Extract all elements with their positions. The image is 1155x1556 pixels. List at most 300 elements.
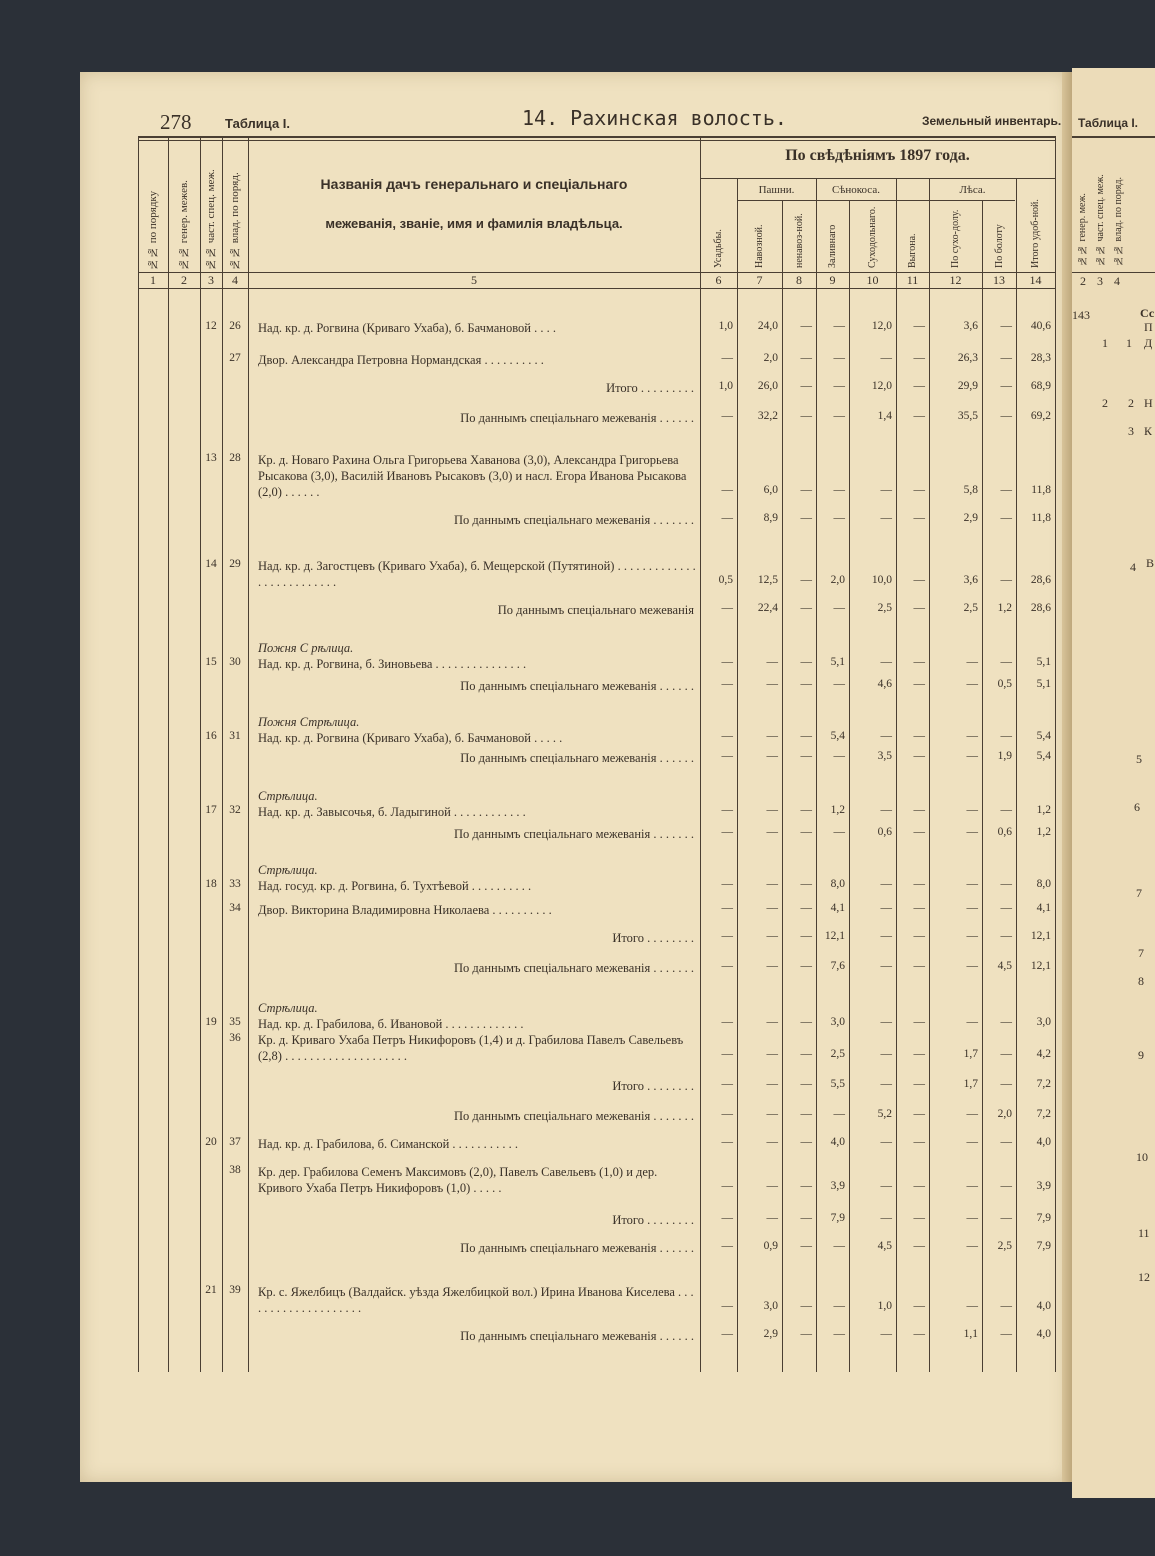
row-value-col-6: — xyxy=(721,750,733,762)
row-value-col-10: — xyxy=(880,1048,892,1060)
next-page-entry: 6 xyxy=(1134,800,1140,814)
row-value-col-9: — xyxy=(833,320,845,332)
row-value-col-9: 12,1 xyxy=(824,930,845,942)
row-value-col-11: — xyxy=(913,930,925,942)
row-spec-number: 17 xyxy=(205,804,217,816)
next-page-entry: 9 xyxy=(1138,1048,1144,1062)
row-value-col-14: 12,1 xyxy=(1030,960,1051,972)
row-value-col-12: 2,5 xyxy=(963,602,978,614)
row-value-col-11: — xyxy=(913,826,925,838)
row-value-col-8: — xyxy=(800,484,812,496)
row-value-col-9: — xyxy=(833,484,845,496)
row-value-col-9: — xyxy=(833,1328,845,1340)
row-value-col-10: — xyxy=(880,730,892,742)
row-description: Над. кр. д. Рогвина, б. Зиновьева . . . . . . . . . . . . . . . xyxy=(258,657,527,671)
row-value-col-9: — xyxy=(833,678,845,690)
row-value-col-12: — xyxy=(966,804,978,816)
row-value-col-9: 3,0 xyxy=(830,1016,845,1028)
row-value-col-8: — xyxy=(800,1048,812,1060)
row-value-col-11: — xyxy=(913,960,925,972)
row-value-col-14: 8,0 xyxy=(1036,878,1051,890)
table-top-rule xyxy=(138,136,1055,138)
next-page-header-col-2: №№ генер. меж. xyxy=(1077,193,1088,266)
row-value-col-9: 7,9 xyxy=(830,1212,845,1224)
row-note: Стрѣлица. xyxy=(258,789,318,803)
row-value-col-10: — xyxy=(880,352,892,364)
row-value-col-12: — xyxy=(966,826,978,838)
row-value-col-11: — xyxy=(913,1078,925,1090)
column-number-5: 5 xyxy=(471,273,477,287)
row-value-col-11: — xyxy=(913,320,925,332)
header-col-7: Навозной. xyxy=(754,224,765,268)
table-top-rule-2 xyxy=(138,140,1055,141)
row-value-col-6: — xyxy=(721,512,733,524)
total-row-label: По даннымъ спеціальнаго межеванія . . . . . . xyxy=(460,1241,694,1255)
row-value-col-7: — xyxy=(766,678,778,690)
row-value-col-10: 1,4 xyxy=(877,410,892,422)
row-description: Двор. Викторина Владимировна Николаева . . . . . . . . . . xyxy=(258,903,552,917)
row-value-col-12: — xyxy=(966,1300,978,1312)
row-value-col-14: 5,1 xyxy=(1036,656,1051,668)
row-value-col-9: 1,2 xyxy=(830,804,845,816)
row-value-col-9: — xyxy=(833,1300,845,1312)
row-value-col-14: 7,9 xyxy=(1036,1240,1051,1252)
row-owner-number: 39 xyxy=(229,1284,241,1296)
row-spec-number: 15 xyxy=(205,656,217,668)
row-value-col-11: — xyxy=(913,656,925,668)
row-value-col-8: — xyxy=(800,750,812,762)
next-page-entry: 8 xyxy=(1138,974,1144,988)
row-value-col-10: 2,5 xyxy=(877,602,892,614)
row-value-col-6: — xyxy=(721,804,733,816)
row-value-col-14: 4,0 xyxy=(1036,1328,1051,1340)
row-value-col-7: — xyxy=(766,1180,778,1192)
total-row-label: Итого . . . . . . . . xyxy=(612,1213,694,1227)
next-page-entry: 7 xyxy=(1138,946,1144,960)
row-value-col-6: — xyxy=(721,1300,733,1312)
row-value-col-6: — xyxy=(721,826,733,838)
row-value-col-7: — xyxy=(766,1016,778,1028)
row-value-col-11: — xyxy=(913,574,925,586)
next-page-entry: 12 xyxy=(1138,1270,1150,1284)
row-value-col-7: — xyxy=(766,878,778,890)
row-description: Кр. д. Криваго Ухаба Петръ Никифоровъ (1,4) и д. Грабилова Павелъ Савельевъ (2,8) . . . . . . . . . . . . . . . . . . . . xyxy=(258,1033,684,1063)
row-value-col-14: 28,6 xyxy=(1030,574,1051,586)
column-rule-1 xyxy=(168,136,169,1372)
row-value-col-7: — xyxy=(766,1078,778,1090)
row-value-col-13: — xyxy=(1000,1048,1012,1060)
row-value-col-14: 4,0 xyxy=(1036,1136,1051,1148)
next-page-col-number: 2 xyxy=(1080,274,1086,288)
row-value-col-8: — xyxy=(800,1240,812,1252)
header-col-1: №№ по порядку xyxy=(146,190,159,270)
row-value-col-13: — xyxy=(1000,512,1012,524)
row-value-col-8: — xyxy=(800,512,812,524)
row-value-col-7: — xyxy=(766,960,778,972)
row-value-col-8: — xyxy=(800,1136,812,1148)
row-value-col-9: — xyxy=(833,826,845,838)
row-owner-number: 29 xyxy=(229,558,241,570)
row-owner-number: 35 xyxy=(229,1016,241,1028)
row-owner-number: 31 xyxy=(229,730,241,742)
row-value-col-12: — xyxy=(966,1016,978,1028)
row-value-col-12: — xyxy=(966,750,978,762)
row-value-col-12: 3,6 xyxy=(963,320,978,332)
next-page-entry: 1 xyxy=(1102,336,1108,350)
next-page-entry: 5 xyxy=(1136,752,1142,766)
row-value-col-11: — xyxy=(913,902,925,914)
row-value-col-9: — xyxy=(833,380,845,392)
row-value-col-10: 4,6 xyxy=(877,678,892,690)
row-value-col-10: 3,5 xyxy=(877,750,892,762)
row-value-col-12: — xyxy=(966,1240,978,1252)
row-value-col-10: 12,0 xyxy=(871,320,892,332)
next-page-letter: В xyxy=(1146,556,1155,570)
row-value-col-13: 0,5 xyxy=(997,678,1012,690)
row-description: Над. кр. д. Завысочья, б. Ладыгиной . . . . . . . . . . . . xyxy=(258,805,526,819)
column-number-13: 13 xyxy=(993,273,1005,287)
row-value-col-8: — xyxy=(800,1300,812,1312)
row-value-col-8: — xyxy=(800,878,812,890)
header-group-senokosa: Сѣнокоса. xyxy=(832,184,880,196)
row-value-col-13: — xyxy=(1000,730,1012,742)
row-description: Над. кр. д. Загостцевъ (Криваго Ухаба), б. Мещерской (Путятиной) . . . . . . . . . . . . . . . . . . . . . . . . . . xyxy=(258,559,696,589)
row-value-col-10: 4,5 xyxy=(877,1240,892,1252)
next-page-entry: 10 xyxy=(1136,1150,1148,1164)
row-value-col-12: 35,5 xyxy=(957,410,978,422)
row-value-col-13: — xyxy=(1000,484,1012,496)
row-value-col-6: — xyxy=(721,878,733,890)
row-value-col-12: 1,7 xyxy=(963,1048,978,1060)
column-number-9: 9 xyxy=(829,273,836,287)
row-value-col-8: — xyxy=(800,678,812,690)
row-value-col-8: — xyxy=(800,380,812,392)
row-value-col-13: — xyxy=(1000,902,1012,914)
row-value-col-12: 3,6 xyxy=(963,574,978,586)
row-value-col-12: — xyxy=(966,902,978,914)
row-value-col-11: — xyxy=(913,1136,925,1148)
row-value-col-14: 40,6 xyxy=(1030,320,1051,332)
row-spec-number: 14 xyxy=(205,558,217,570)
row-value-col-9: 2,0 xyxy=(830,574,845,586)
row-value-col-9: — xyxy=(833,410,845,422)
row-value-col-8: — xyxy=(800,1108,812,1120)
row-value-col-10: — xyxy=(880,1078,892,1090)
column-number-1: 1 xyxy=(150,273,156,287)
row-description: Над. кр. д. Рогвина (Криваго Ухаба), б. Бачмановой . . . . . xyxy=(258,731,563,745)
column-number-14: 14 xyxy=(1029,273,1042,287)
row-value-col-14: 1,2 xyxy=(1036,804,1051,816)
row-value-col-11: — xyxy=(913,1108,925,1120)
row-value-col-10: 1,0 xyxy=(877,1300,892,1312)
row-value-col-13: — xyxy=(1000,1016,1012,1028)
row-value-col-13: — xyxy=(1000,410,1012,422)
row-owner-number: 36 xyxy=(229,1032,241,1044)
row-value-col-7: 0,9 xyxy=(763,1240,778,1252)
next-page-header-col-3: №№ част. спец. меж. xyxy=(1095,174,1106,266)
row-value-col-13: — xyxy=(1000,878,1012,890)
row-value-col-14: 28,6 xyxy=(1030,602,1051,614)
row-value-col-11: — xyxy=(913,1016,925,1028)
total-row-label: Итого . . . . . . . . xyxy=(612,1079,694,1093)
row-value-col-10: 0,6 xyxy=(877,826,892,838)
row-value-col-10: 10,0 xyxy=(871,574,892,586)
row-value-col-10: — xyxy=(880,930,892,942)
total-row-label: Итого . . . . . . . . . xyxy=(606,381,694,395)
row-value-col-9: 3,9 xyxy=(830,1180,845,1192)
row-value-col-9: 4,1 xyxy=(830,902,845,914)
header-group-pashni: Пашни. xyxy=(758,184,795,196)
row-value-col-6: 1,0 xyxy=(718,380,733,392)
row-value-col-14: 11,8 xyxy=(1031,484,1051,496)
row-value-col-14: 28,3 xyxy=(1030,352,1051,364)
row-value-col-12: — xyxy=(966,1180,978,1192)
row-description: Двор. Александра Петровна Нормандская . . . . . . . . . . xyxy=(258,353,544,367)
row-value-col-6: — xyxy=(721,1016,733,1028)
row-value-col-6: 1,0 xyxy=(718,320,733,332)
row-value-col-14: 5,4 xyxy=(1036,750,1051,762)
row-owner-number: 38 xyxy=(229,1164,241,1176)
total-row-label: По даннымъ спеціальнаго межеванія . . . . . . . xyxy=(454,513,694,527)
row-value-col-13: — xyxy=(1000,656,1012,668)
next-page-letter: Д xyxy=(1144,336,1153,350)
row-value-col-6: — xyxy=(721,1240,733,1252)
next-page-header-rule xyxy=(1072,272,1155,273)
row-value-col-10: — xyxy=(880,902,892,914)
row-value-col-7: 24,0 xyxy=(757,320,778,332)
total-row-label: Итого . . . . . . . . xyxy=(612,931,694,945)
row-value-col-12: — xyxy=(966,930,978,942)
row-value-col-11: — xyxy=(913,512,925,524)
row-value-col-14: 7,2 xyxy=(1036,1108,1051,1120)
row-value-col-11: — xyxy=(913,1300,925,1312)
row-value-col-13: — xyxy=(1000,1328,1012,1340)
row-value-col-8: — xyxy=(800,1328,812,1340)
row-value-col-9: 8,0 xyxy=(830,878,845,890)
row-value-col-8: — xyxy=(800,1016,812,1028)
row-value-col-14: 68,9 xyxy=(1030,380,1051,392)
row-value-col-7: 3,0 xyxy=(763,1300,778,1312)
row-value-col-7: 2,0 xyxy=(763,352,778,364)
row-value-col-11: — xyxy=(913,1212,925,1224)
row-value-col-8: — xyxy=(800,1180,812,1192)
row-value-col-7: — xyxy=(766,826,778,838)
header-col-2: №№ генер. межев. xyxy=(177,180,190,270)
row-value-col-7: — xyxy=(766,902,778,914)
row-value-col-13: — xyxy=(1000,380,1012,392)
column-rule-7 xyxy=(782,200,783,1372)
running-header: Земельный инвентарь. xyxy=(922,114,1062,128)
row-value-col-10: — xyxy=(880,1016,892,1028)
row-value-col-8: — xyxy=(800,656,812,668)
row-value-col-6: 0,5 xyxy=(718,574,733,586)
row-value-col-12: 29,9 xyxy=(957,380,978,392)
row-value-col-8: — xyxy=(800,730,812,742)
row-value-col-11: — xyxy=(913,352,925,364)
row-value-col-7: — xyxy=(766,1212,778,1224)
row-value-col-11: — xyxy=(913,1240,925,1252)
header-names-line1: Названія дачъ генеральнаго и спеціальнаго xyxy=(320,176,628,192)
row-value-col-13: — xyxy=(1000,352,1012,364)
header-col-13: По болоту xyxy=(993,224,1005,268)
next-page-letter: К xyxy=(1144,424,1153,438)
column-rule-9 xyxy=(849,200,850,1372)
row-value-col-8: — xyxy=(800,826,812,838)
row-value-col-11: — xyxy=(913,1180,925,1192)
row-value-col-9: 5,1 xyxy=(830,656,845,668)
header-names-line2: межеванія, званіе, имя и фамилія владѣльца. xyxy=(325,216,623,231)
row-value-col-8: — xyxy=(800,574,812,586)
column-number-3: 3 xyxy=(208,273,214,287)
row-description: Кр. дер. Грабилова Семенъ Максимовъ (2,0), Павелъ Савельевъ (1,0) и дер. Кривого Ухаба Петръ Никифоровъ (1,0) . . . . . xyxy=(258,1165,658,1195)
row-value-col-10: — xyxy=(880,1328,892,1340)
total-row-label: По даннымъ спеціальнаго межеванія . . . . . . xyxy=(460,411,694,425)
row-value-col-9: 5,5 xyxy=(830,1078,845,1090)
row-value-col-7: 2,9 xyxy=(763,1328,778,1340)
row-value-col-6: — xyxy=(721,1108,733,1120)
header-period: По свѣдѣніямъ 1897 года. xyxy=(785,147,970,164)
total-row-label: По даннымъ спеціальнаго межеванія . . . . . . . xyxy=(454,1109,694,1123)
column-rule-12 xyxy=(982,200,983,1372)
row-value-col-13: 0,6 xyxy=(997,826,1012,838)
row-value-col-14: 4,1 xyxy=(1036,902,1051,914)
row-value-col-11: — xyxy=(913,804,925,816)
row-value-col-6: — xyxy=(721,352,733,364)
row-description: Над. госуд. кр. д. Рогвина, б. Тухтѣевой . . . . . . . . . . xyxy=(258,879,532,893)
row-value-col-10: — xyxy=(880,512,892,524)
row-value-col-14: 5,4 xyxy=(1036,730,1051,742)
row-owner-number: 32 xyxy=(229,804,241,816)
row-value-col-9: — xyxy=(833,750,845,762)
row-value-col-6: — xyxy=(721,960,733,972)
row-value-col-6: — xyxy=(721,1212,733,1224)
row-value-col-12: 1,7 xyxy=(963,1078,978,1090)
row-value-col-12: — xyxy=(966,1108,978,1120)
header-col-4: №№ влад. по поряд. xyxy=(228,172,241,270)
page-title: 14. Рахинская волость. xyxy=(522,106,787,130)
row-owner-number: 28 xyxy=(229,452,241,464)
row-value-col-13: — xyxy=(1000,1078,1012,1090)
column-number-4: 4 xyxy=(232,273,238,287)
total-row-label: По даннымъ спеціальнаго межеванія . . . . . . xyxy=(460,1329,694,1343)
row-value-col-13: 2,5 xyxy=(997,1240,1012,1252)
row-value-col-12: 5,8 xyxy=(963,484,978,496)
row-value-col-6: — xyxy=(721,602,733,614)
next-page-entry: 2 xyxy=(1102,396,1108,410)
row-value-col-8: — xyxy=(800,1078,812,1090)
row-note: Пожня С рѣлица. xyxy=(258,641,354,655)
row-value-col-8: — xyxy=(800,960,812,972)
row-value-col-7: 26,0 xyxy=(757,380,778,392)
total-row-label: По даннымъ спеціальнаго межеванія . . . . . . xyxy=(460,679,694,693)
row-value-col-11: — xyxy=(913,1048,925,1060)
row-note: Стрѣлица. xyxy=(258,863,318,877)
row-value-col-9: 2,5 xyxy=(830,1048,845,1060)
row-value-col-9: 7,6 xyxy=(830,960,845,972)
row-value-col-6: — xyxy=(721,730,733,742)
row-value-col-14: 5,1 xyxy=(1036,678,1051,690)
row-value-col-12: — xyxy=(966,656,978,668)
next-page-entry: 143 xyxy=(1072,308,1090,322)
row-value-col-12: 2,9 xyxy=(963,512,978,524)
row-value-col-12: — xyxy=(966,878,978,890)
numbers-bottom-rule xyxy=(138,288,1055,289)
row-value-col-14: 7,9 xyxy=(1036,1212,1051,1224)
row-value-col-8: — xyxy=(800,602,812,614)
row-note: Стрѣлица. xyxy=(258,1001,318,1015)
row-value-col-7: — xyxy=(766,1136,778,1148)
column-rule-4 xyxy=(248,136,249,1372)
column-number-6: 6 xyxy=(715,273,722,287)
row-value-col-6: — xyxy=(721,1136,733,1148)
row-value-col-7: — xyxy=(766,1048,778,1060)
row-value-col-6: — xyxy=(721,1180,733,1192)
column-number-2: 2 xyxy=(181,273,187,287)
header-col-12: По сухо-долу. xyxy=(950,209,961,268)
row-value-col-10: — xyxy=(880,1180,892,1192)
row-spec-number: 12 xyxy=(205,320,217,332)
row-value-col-14: 11,8 xyxy=(1031,512,1051,524)
row-value-col-8: — xyxy=(800,1212,812,1224)
row-value-col-14: 3,0 xyxy=(1036,1016,1051,1028)
column-rule-14 xyxy=(1055,136,1056,1372)
column-number-12: 12 xyxy=(949,273,962,287)
next-page-letter: Н xyxy=(1144,396,1153,410)
header-col-8: ненавоз-ной. xyxy=(793,213,805,268)
row-value-col-6: — xyxy=(721,410,733,422)
row-value-col-13: — xyxy=(1000,320,1012,332)
row-value-col-10: — xyxy=(880,656,892,668)
row-value-col-7: 8,9 xyxy=(763,512,778,524)
row-description: Над. кр. д. Грабилова, б. Симанской . . . . . . . . . . . xyxy=(258,1137,519,1151)
row-value-col-8: — xyxy=(800,410,812,422)
row-value-col-14: 1,2 xyxy=(1036,826,1051,838)
row-value-col-6: — xyxy=(721,678,733,690)
next-page-col-number: 4 xyxy=(1114,274,1120,288)
row-value-col-12: 26,3 xyxy=(957,352,978,364)
row-value-col-13: 1,9 xyxy=(997,750,1012,762)
row-value-col-7: — xyxy=(766,930,778,942)
row-spec-number: 21 xyxy=(205,1284,217,1296)
row-owner-number: 34 xyxy=(229,902,241,914)
row-spec-number: 20 xyxy=(205,1136,217,1148)
row-value-col-13: 1,2 xyxy=(997,602,1012,614)
next-page-table-label: Таблица I. xyxy=(1078,116,1139,130)
row-value-col-13: 2,0 xyxy=(997,1108,1012,1120)
next-page-entry: 4 xyxy=(1130,560,1136,574)
row-spec-number: 16 xyxy=(205,730,217,742)
row-description: Кр. с. Яжелбицъ (Валдайск. уѣзда Яжелбицкой вол.) Ирина Иванова Киселева . . . . . . . . . . . . . . . . . . . . xyxy=(258,1285,694,1315)
row-value-col-11: — xyxy=(913,380,925,392)
row-value-col-11: — xyxy=(913,878,925,890)
column-rule-0 xyxy=(138,136,139,1372)
row-value-col-6: — xyxy=(721,484,733,496)
row-value-col-13: — xyxy=(1000,804,1012,816)
column-number-11: 11 xyxy=(906,273,919,287)
next-page-entry: 7 xyxy=(1136,886,1142,900)
row-value-col-8: — xyxy=(800,320,812,332)
next-page-entry: 3 xyxy=(1128,424,1134,438)
next-page-header-col-4: №№ влад. по поряд. xyxy=(1113,177,1124,266)
row-value-col-7: — xyxy=(766,730,778,742)
row-value-col-9: — xyxy=(833,352,845,364)
row-value-col-12: — xyxy=(966,960,978,972)
row-value-col-8: — xyxy=(800,804,812,816)
row-value-col-10: — xyxy=(880,1136,892,1148)
row-value-col-10: — xyxy=(880,1212,892,1224)
row-value-col-11: — xyxy=(913,602,925,614)
header-group-lesa: Лѣса. xyxy=(959,184,986,196)
